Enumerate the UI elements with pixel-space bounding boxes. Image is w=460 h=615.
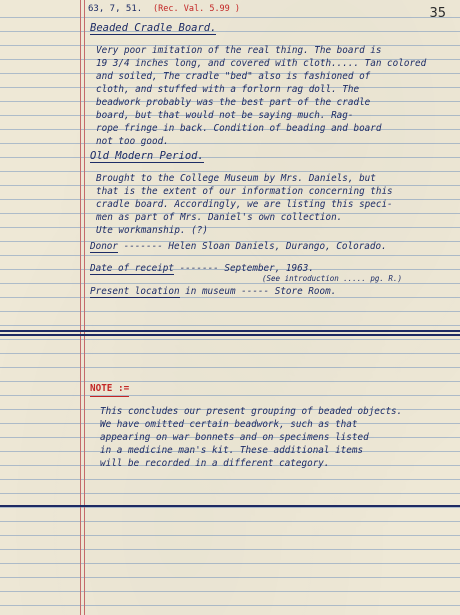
section-divider (0, 334, 460, 336)
receipt-note: (See introduction ..... pg. R.) (262, 274, 402, 283)
description-line: rope fringe in back. Condition of beading and board (96, 123, 382, 134)
description-line: cloth, and stuffed with a forlorn rag doll. The (96, 84, 360, 95)
provenance-line: men as part of Mrs. Daniel's own collection. (96, 212, 343, 223)
note-line: This concludes our present grouping of beaded objects. (100, 406, 403, 417)
catalog-reference (88, 4, 240, 14)
provenance-line: Brought to the College Museum by Mrs. Daniels, but (96, 173, 376, 184)
description-line: board, but that would not be saying much. Rag- (96, 110, 354, 121)
note-line: We have omitted certain beadwork, such as that (100, 419, 358, 430)
description-line: 19 3/4 inches long, and covered with cloth..... Tan colored (96, 58, 427, 69)
period-heading: Old Modern Period. (90, 150, 204, 162)
donor-row (90, 240, 387, 254)
note-line: will be recorded in a different category. (100, 458, 330, 469)
red-annotation: (Rec. Val. 5.99 ) (153, 4, 241, 14)
description-line: not too good. (96, 136, 169, 147)
page-number: 35 (429, 6, 446, 21)
section-divider (0, 505, 460, 507)
item-title: Beaded Cradle Board. (90, 22, 217, 34)
provenance-line: Ute workmanship. (?) (96, 225, 208, 236)
margin-line (80, 0, 81, 615)
provenance-line: cradle board. Accordingly, we are listing this speci- (96, 199, 393, 210)
description-line: Very poor imitation of the real thing. The board is (96, 45, 382, 56)
donor-label: Donor (90, 241, 118, 252)
location-label: Present location (90, 286, 180, 297)
catalog-number: 63, 7, 51. (88, 4, 143, 14)
note-line: in a medicine man's kit. These additional items (100, 445, 364, 456)
location-value: in museum ----- Store Room. (185, 286, 337, 297)
receipt-label: Date of receipt (90, 263, 174, 274)
donor-value: ------- Helen Sloan Daniels, Durango, Colorado. (123, 241, 387, 252)
receipt-value: ------- September, 1963. (179, 263, 314, 274)
note-label: NOTE := (90, 382, 129, 397)
note-line: appearing on war bonnets and on specimens listed (100, 432, 369, 443)
location-row (90, 285, 336, 299)
margin-line (84, 0, 85, 615)
description-line: and soiled, The cradle "bed" also is fashioned of (96, 71, 371, 82)
provenance-line: that is the extent of our information concerning this (96, 186, 393, 197)
section-divider (0, 330, 460, 332)
description-line: beadwork probably was the best part of the cradle (96, 97, 371, 108)
